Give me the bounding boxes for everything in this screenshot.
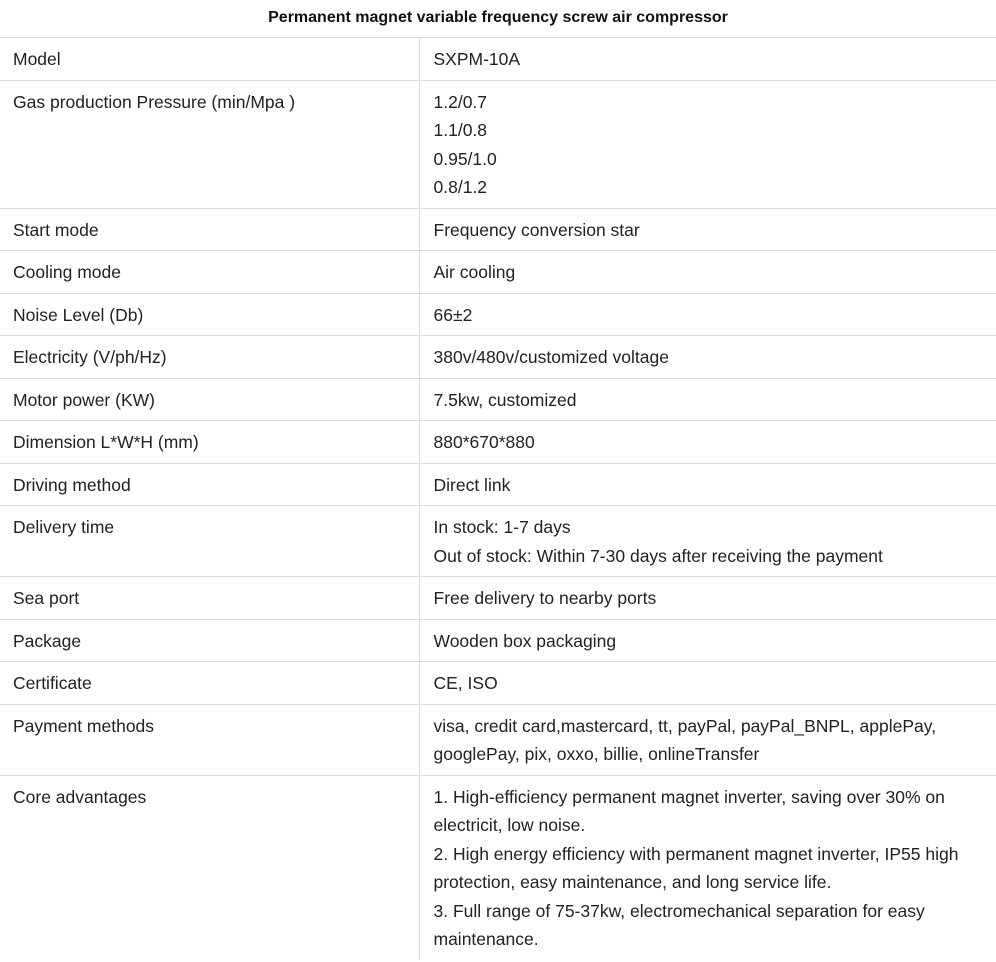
row-label: Certificate bbox=[0, 662, 419, 705]
row-value-line: 0.95/1.0 bbox=[433, 148, 497, 169]
row-value-line: Air cooling bbox=[433, 262, 516, 282]
row-label: Payment methods bbox=[0, 704, 419, 775]
row-value bbox=[419, 293, 996, 336]
row-label: Electricity (V/ph/Hz) bbox=[0, 336, 419, 379]
row-value bbox=[419, 463, 996, 506]
table-row bbox=[0, 208, 996, 251]
row-value-line: 0.8/1.2 bbox=[433, 177, 488, 197]
row-value bbox=[419, 38, 996, 80]
row-value-line: Direct link bbox=[433, 474, 511, 495]
row-value bbox=[419, 775, 996, 960]
row-value-line: 1. High-efficiency permanent magnet inverter, saving over 30% on electricit, low noise. bbox=[433, 786, 945, 835]
row-label: Delivery time bbox=[0, 506, 419, 577]
row-value-line: 7.5kw, customized bbox=[433, 389, 577, 410]
row-label: Dimension L*W*H (mm) bbox=[0, 421, 419, 464]
row-label: Cooling mode bbox=[0, 251, 419, 294]
row-value bbox=[419, 577, 996, 620]
row-label: Driving method bbox=[0, 463, 419, 506]
row-value-line: 66±2 bbox=[433, 304, 473, 325]
row-label: Start mode bbox=[0, 208, 419, 251]
row-label: Motor power (KW) bbox=[0, 378, 419, 421]
row-value-line: Frequency conversion star bbox=[433, 219, 640, 240]
row-value bbox=[419, 378, 996, 421]
row-value-line: Wooden box packaging bbox=[433, 630, 617, 651]
row-value-line: 1.2/0.7 bbox=[433, 91, 488, 112]
table-row bbox=[0, 463, 996, 506]
table-row bbox=[0, 506, 996, 577]
row-label: Noise Level (Db) bbox=[0, 293, 419, 336]
row-label: Package bbox=[0, 619, 419, 662]
table-row bbox=[0, 336, 996, 379]
row-value bbox=[419, 421, 996, 464]
row-value-line: CE, ISO bbox=[433, 673, 498, 693]
row-value-line: Out of stock: Within 7-30 days after receiving the payment bbox=[433, 545, 883, 566]
table-row bbox=[0, 704, 996, 775]
row-value-line: Free delivery to nearby ports bbox=[433, 588, 657, 608]
table-row bbox=[0, 378, 996, 421]
row-value bbox=[419, 251, 996, 294]
row-value-line: visa, credit card,mastercard, tt, payPal, payPal_BNPL, applePay, googlePay, pix, oxxo, billie, onlineTransfer bbox=[433, 715, 937, 764]
row-value-line: SXPM-10A bbox=[433, 49, 521, 69]
table-row bbox=[0, 662, 996, 705]
table-row bbox=[0, 38, 996, 80]
table-row bbox=[0, 619, 996, 662]
row-value bbox=[419, 704, 996, 775]
table-title: Permanent magnet variable frequency screw air compressor bbox=[0, 0, 996, 38]
spec-table-body bbox=[0, 38, 996, 960]
row-value-line: 2. High energy efficiency with permanent magnet inverter, IP55 high protection, easy maintenance, and long service life. bbox=[433, 843, 959, 892]
row-value-line: 1.1/0.8 bbox=[433, 120, 488, 140]
row-value-line: 380v/480v/customized voltage bbox=[433, 347, 669, 367]
table-row bbox=[0, 577, 996, 620]
table-row bbox=[0, 80, 996, 208]
row-label: Model bbox=[0, 38, 419, 80]
row-value-line: 880*670*880 bbox=[433, 432, 535, 452]
row-value bbox=[419, 506, 996, 577]
row-label: Core advantages bbox=[0, 775, 419, 960]
row-label: Sea port bbox=[0, 577, 419, 620]
row-value bbox=[419, 336, 996, 379]
table-row bbox=[0, 775, 996, 960]
row-value bbox=[419, 619, 996, 662]
row-label: Gas production Pressure (min/Mpa ) bbox=[0, 80, 419, 208]
row-value bbox=[419, 80, 996, 208]
row-value-line: 3. Full range of 75-37kw, electromechanical separation for easy maintenance. bbox=[433, 900, 925, 949]
row-value bbox=[419, 208, 996, 251]
table-row bbox=[0, 421, 996, 464]
row-value-line: In stock: 1-7 days bbox=[433, 517, 571, 537]
spec-table bbox=[0, 38, 996, 960]
row-value bbox=[419, 662, 996, 705]
table-row bbox=[0, 251, 996, 294]
table-row bbox=[0, 293, 996, 336]
